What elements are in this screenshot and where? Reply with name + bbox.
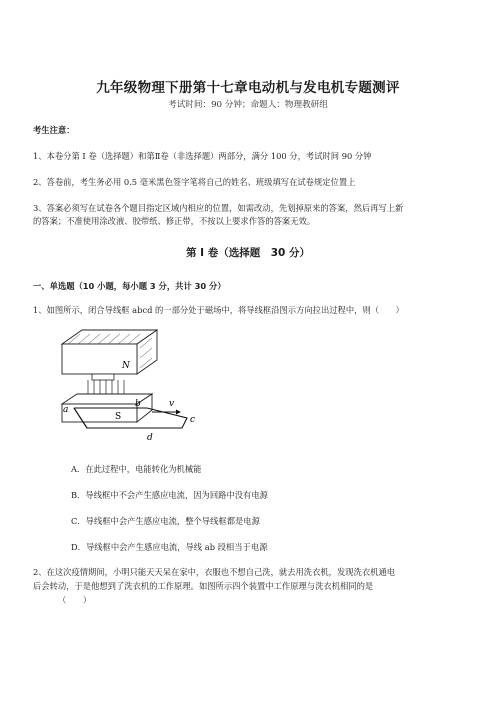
label-v: v <box>169 399 175 409</box>
section-title: 第 I 卷（选择题 30 分） <box>186 247 310 259</box>
label-c: c <box>190 415 196 425</box>
question-1-option-c: C．导线框中会产生感应电流，整个导线框都是电源 <box>71 516 260 526</box>
question-2-line-2: 后会转动，于是他想到了洗衣机的工作原理。如图所示四个装置中工作原理与洗衣机相同的是 <box>33 581 374 591</box>
question-1-option-a: A．在此过程中，电能转化为机械能 <box>71 464 202 474</box>
label-s: S <box>115 412 122 422</box>
question-1-option-b: B．导线框中不会产生感应电流，因为回路中没有电源 <box>71 490 268 500</box>
label-b: b <box>135 399 141 409</box>
label-a: a <box>63 405 69 415</box>
page-title: 九年级物理下册第十七章电动机与发电机专题测评 <box>96 80 400 96</box>
part-heading: 一、单选题（10 小题，每小题 3 分，共计 30 分） <box>33 281 226 291</box>
question-1-stem: 1、如图所示，闭合导线框 abcd 的一部分处于磁场中，将导线框沿图示方向拉出过程中，则（ ） <box>33 305 404 315</box>
label-n: N <box>122 361 130 371</box>
question-2-line-1: 2、在这次疫情期间，小明只能天天呆在家中，衣服也不想自己洗，就去用洗衣机，发现洗衣机通电 <box>33 567 396 577</box>
notice-item-1: 1、本卷分第 I 卷（选择题）和第Ⅱ卷（非选择题）两部分，满分 100 分，考试时间 90 分钟 <box>33 151 372 161</box>
notice-item-2: 2、答卷前，考生务必用 0.5 毫米黑色签字笔将自己的姓名、班级填写在试卷规定位置上 <box>33 177 356 187</box>
question-1-figure <box>52 322 202 442</box>
label-d: d <box>147 433 153 442</box>
notice-item-3: 3、答案必须写在试卷各个题目指定区域内相应的位置，如需改动，先划掉原来的答案，然后再写上新 <box>33 203 404 213</box>
question-2-line-3: （ ） <box>58 595 92 605</box>
exam-info: 考试时间：90 分钟；命题人：物理教研组 <box>168 100 328 110</box>
question-1-option-d: D．导线框中会产生感应电流，导线 ab 段相当于电源 <box>71 542 268 552</box>
magnet-upper-icon <box>62 330 157 380</box>
notice-item-3-cont: 的答案；不准使用涂改液、胶带纸、修正带，不按以上要求作答的答案无效。 <box>33 216 316 226</box>
notice-heading: 考生注意： <box>33 125 75 135</box>
